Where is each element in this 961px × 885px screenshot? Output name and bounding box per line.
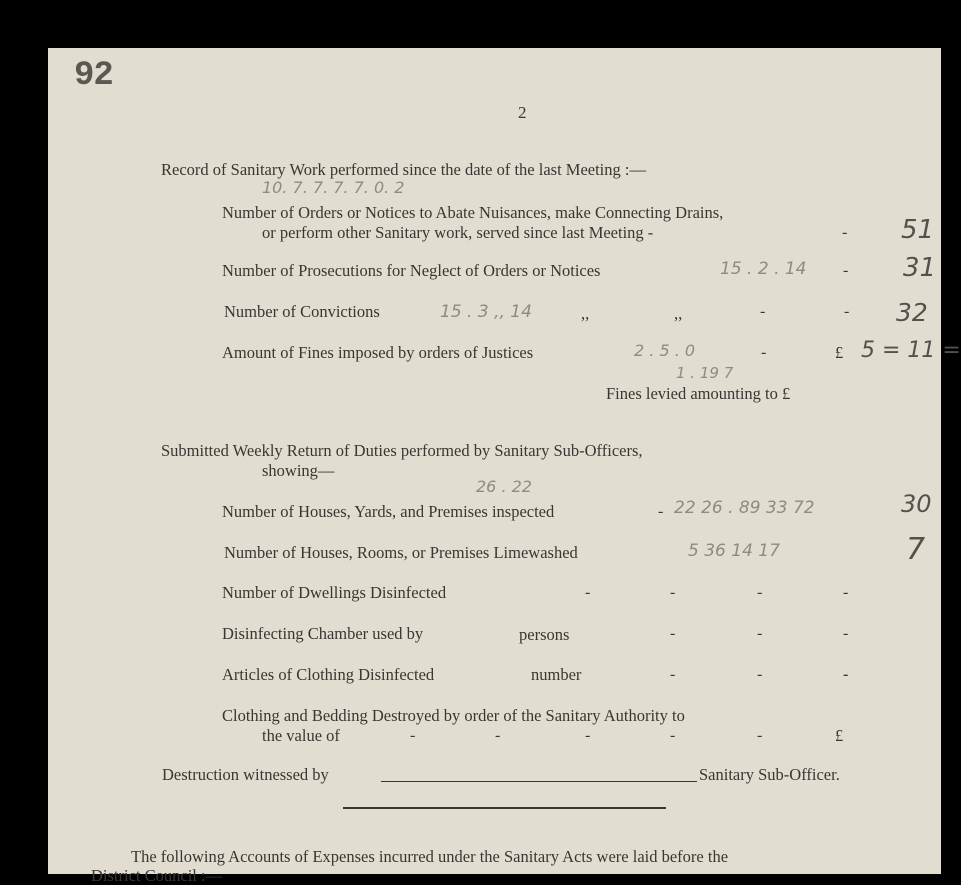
chamber-dash-1: - [670,625,676,642]
margin-orders: 51 [901,215,935,245]
chamber-persons: persons [519,625,570,644]
fines-pound: £ [835,343,844,362]
chamber-label: Disinfecting Chamber used by [222,624,424,643]
dwellings-dash-3: - [757,584,763,601]
faint-prosecutions: 15 . 2 . 14 [720,259,807,279]
ditto-1: ,, [581,304,590,323]
clothing-dash-3: - [843,666,849,683]
convictions-label: Number of Convictions [224,302,380,321]
clothing-dash-1: - [670,666,676,683]
margin-convictions: 32 [896,298,928,327]
prosecutions-label: Number of Prosecutions for Neglect of Orders or Notices [222,261,601,280]
orders-line-2: or perform other Sanitary work, served since last Meeting - [262,223,654,242]
prosecutions-dash: - [843,262,849,279]
margin-fines: 5 = 11 = [861,338,961,363]
destroyed-dash-4: - [670,727,676,744]
convictions-dash-1: - [760,303,766,320]
footer-line-2: District Council :— [91,866,223,885]
weekly-intro-line-2: showing— [262,461,335,480]
destroyed-line-2: the value of [262,726,340,745]
orders-dash: - [842,224,848,241]
fines-dash: - [761,344,767,361]
orders-line-1: Number of Orders or Notices to Abate Nuisances, make Connecting Drains, [222,203,724,222]
convictions-dash-2: - [844,303,850,320]
faint-dates-top: 10. 7. 7. 7. 7. 0. 2 [262,178,405,197]
footer-line-1: The following Accounts of Expenses incurred under the Sanitary Acts were laid before the [131,847,729,866]
weekly-intro-line-1: Submitted Weekly Return of Duties performed by Sanitary Sub-Officers, [161,441,643,460]
folio-number: 92 [74,57,113,95]
dwellings-dash-2: - [670,584,676,601]
margin-inspected: 30 [901,490,932,518]
dwellings-dash-1: - [585,584,591,601]
ditto-2: ,, [674,304,683,323]
destroyed-dash-2: - [495,727,501,744]
faint-dates-mid: 26 . 22 [476,477,532,496]
dwellings-dash-4: - [843,584,849,601]
margin-prosecutions: 31 [903,253,937,283]
destroyed-line-1: Clothing and Bedding Destroyed by order of the Sanitary Authority to [222,706,685,725]
clothing-number: number [531,665,582,684]
destroyed-dash-5: - [757,727,763,744]
record-heading: Record of Sanitary Work performed since the date of the last Meeting :— [161,160,646,179]
clothing-disinfected-label: Articles of Clothing Disinfected [222,665,435,684]
destruction-signature-line [381,781,697,782]
faint-fines-2: 1 . 19 7 [676,364,734,382]
destroyed-dash-1: - [410,727,416,744]
inspected-dash: - [658,503,664,520]
chamber-dash-2: - [757,625,763,642]
houses-inspected-label: Number of Houses, Yards, and Premises inspected [222,502,555,521]
chamber-dash-3: - [843,625,849,642]
destroyed-dash-3: - [585,727,591,744]
document-page [48,48,961,885]
destroyed-pound: £ [835,726,844,745]
fines-imposed-label: Amount of Fines imposed by orders of Justices [222,343,534,362]
dwellings-disinfected-label: Number of Dwellings Disinfected [222,583,447,602]
faint-limewashed: 5 36 14 17 [688,541,780,561]
faint-fines: 2 . 5 . 0 [634,341,696,360]
faint-convictions: 15 . 3 ,, 14 [440,302,532,322]
destruction-label: Destruction witnessed by [162,765,329,784]
limewashed-label: Number of Houses, Rooms, or Premises Limewashed [224,543,578,562]
margin-limewashed: 7 [906,532,926,567]
section-divider [343,807,666,809]
fines-levied-label: Fines levied amounting to £ [606,384,791,403]
page-number: 2 [518,103,527,122]
faint-inspected: 22 26 . 89 33 72 [674,498,815,518]
destruction-role: Sanitary Sub-Officer. [699,765,840,784]
clothing-dash-2: - [757,666,763,683]
